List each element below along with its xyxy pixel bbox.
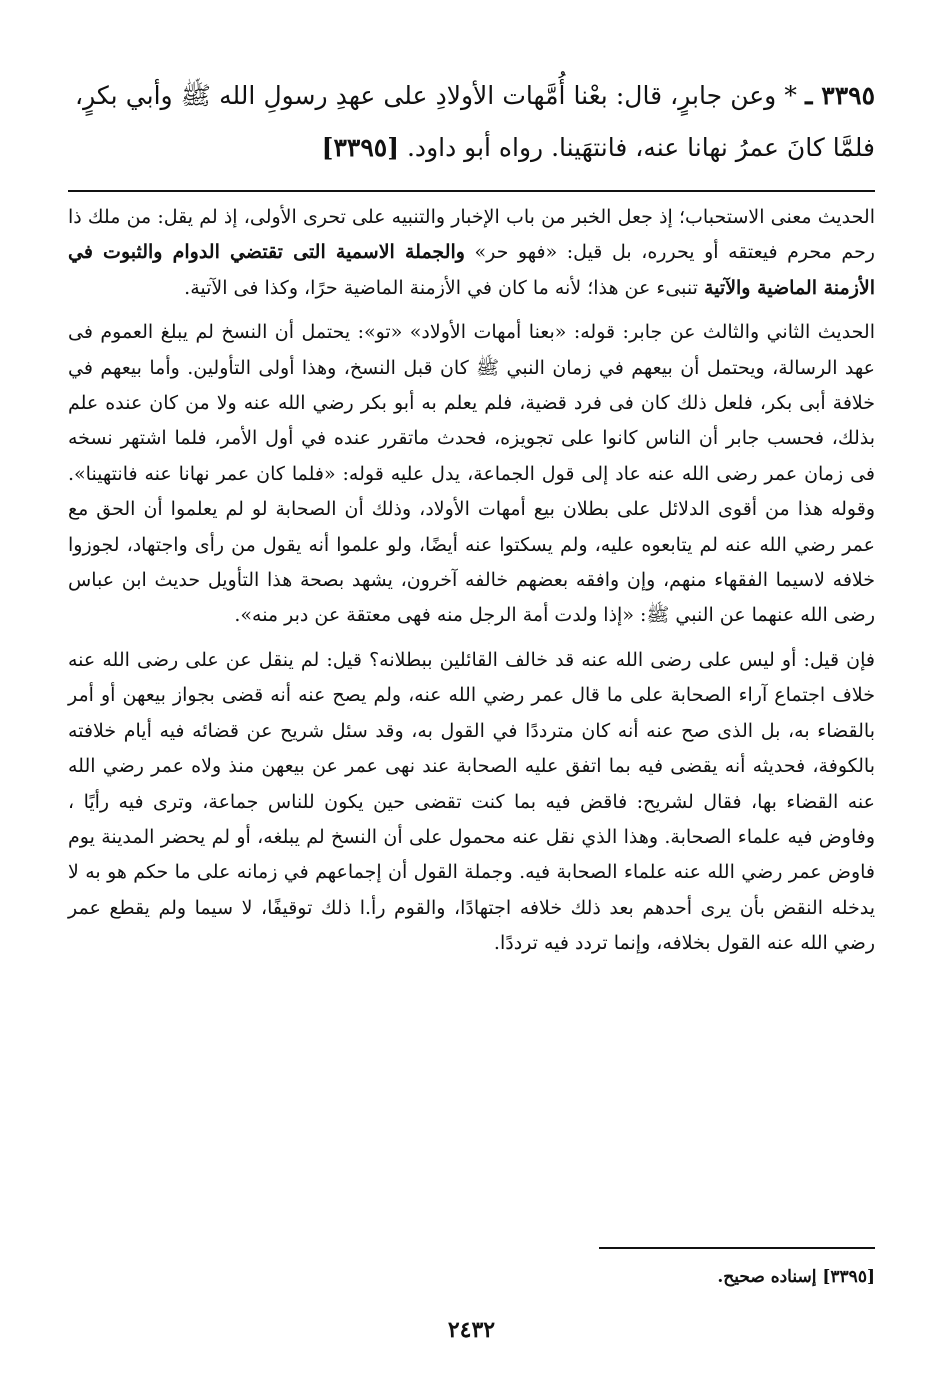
hadith-text: وعن جابرٍ، قال: بعْنا أُمَّهات الأولادِ على عهدِ رسولِ الله ﷺ وأبي بكرٍ، فلمَّا كانَ عمرُ نهانا عنه، فانتهَينا. رواه أبو داود. <box>75 81 875 162</box>
hadith-marker: * <box>784 81 797 110</box>
hadith-reference: [٣٣٩٥] <box>321 133 400 162</box>
hadith-block <box>75 70 875 174</box>
commentary-p1-c: تنبىء عن هذا؛ لأنه ما كان في الأزمنة الماضية حرًا، وكذا فى الآتية. <box>184 276 698 299</box>
footnote-rule <box>599 1247 875 1249</box>
commentary-paragraph-3: فإن قيل: أو ليس على رضى الله عنه قد خالف القائلين ببطلانه؟ قيل: لم ينقل عن على رضى الله عنه خلاف اجتماع آراء الصحابة على ما قال عمر رضي الله عنه، ولم يصح عنه أنه قضى بجواز بيعهن أو أمر بالقضاء به، بل الذى صح عنه أنه كان مترددًا في القول به، وقد سئل شريح عن قضائه فيه أيام خلافته بالكوفة، فحديثه أنه يقضى فيه بما اتفق عليه الصحابة عند نهى عمر عن بيعهن منذ ولاه عمر رضي الله عنه القضاء بها، فقال لشريح: فاقض فيه بما كنت تقضى حين يكون للناس جماعة، وترى فيه رأيًا ، وفاوض فيه علماء الصحابة. وهذا الذي نقل عنه محمول على أن النسخ لم يبلغه، أو لم يحضر المدينة يوم فاوض عمر رضي الله عنه علماء الصحابة فيه. وجملة القول أن إجماعهم في زمانه على ما حكم هو به لا يدخله النقض بأن يرى أحدهم بعد ذلك خلافه اجتهادًا، والقوم رأ.ا ذلك توقيفًا، لا سيما ولم يقطع عمر رضي الله عنه القول بخلافه، وإنما تردد فيه ترددًا. <box>68 648 875 955</box>
hadith-number: ٣٣٩٥ ـ <box>805 81 876 110</box>
commentary-block <box>68 200 875 971</box>
commentary-paragraph-2: الحديث الثاني والثالث عن جابر: قوله: «بعنا أمهات الأولاد» «تو»: يحتمل أن النسخ لم يبلغ العموم فى عهد الرسالة، ويحتمل أن بيعهم في زمان النبي ﷺ كان قبل النسخ، وهذا أولى التأولين. وأما بيعهم في خلافة أبى بكر، فلعل ذلك كان فى فرد قضية، فلم يعلم به أبو بكر رضي الله عنه ولا من كان عنده علم بذلك، فحسب جابر أن الناس كانوا على تجويزه، فحدث ماتقرر عنده في أول الأمر، فلما اشتهر نسخه فى زمان عمر رضى الله عنه عاد إلى قول الجماعة، يدل عليه قوله: «فلما كان عمر نهانا عنه فانتهينا». وقوله هذا من أقوى الدلائل على بطلان بيع أمهات الأولاد، وذلك أن الصحابة لو لم يعلموا أن الحق مع عمر رضي الله عنه لم يتابعوه عليه، ولم يسكتوا عنه أيضًا، ولو علموا أنه يقول من رأى واجتهاد، لجوزوا خلافه لاسيما الفقهاء منهم، وإن وافقه بعضهم خالفه آخرون، يشهد بصحة هذا التأويل حديث ابن عباس رضى الله عنهما عن النبي ﷺ: «إذا ولدت أمة الرجل منه فهى معتقة عن دبر منه». <box>68 321 875 627</box>
commentary-p1-a: الحديث معنى الاستحباب؛ إذ جعل الخبر من باب الإخبار والتنبيه على تحرى الأولى، إذ لم يقل: من ملك ذا رحم محرم فيعتقه أو يحرره، بل قيل: «فهو حر» <box>68 206 875 264</box>
commentary-paragraph-1 <box>68 200 875 306</box>
separator-rule <box>68 190 875 192</box>
commentary-p1-bold: والجملة الاسمية التى تقتضي الدوام والثبوت في الأزمنة الماضية والآتية <box>68 241 875 299</box>
footnote: [٣٣٩٥] إسناده صحيح. <box>717 1267 875 1287</box>
page-number: ٢٤٣٢ <box>447 1317 496 1343</box>
